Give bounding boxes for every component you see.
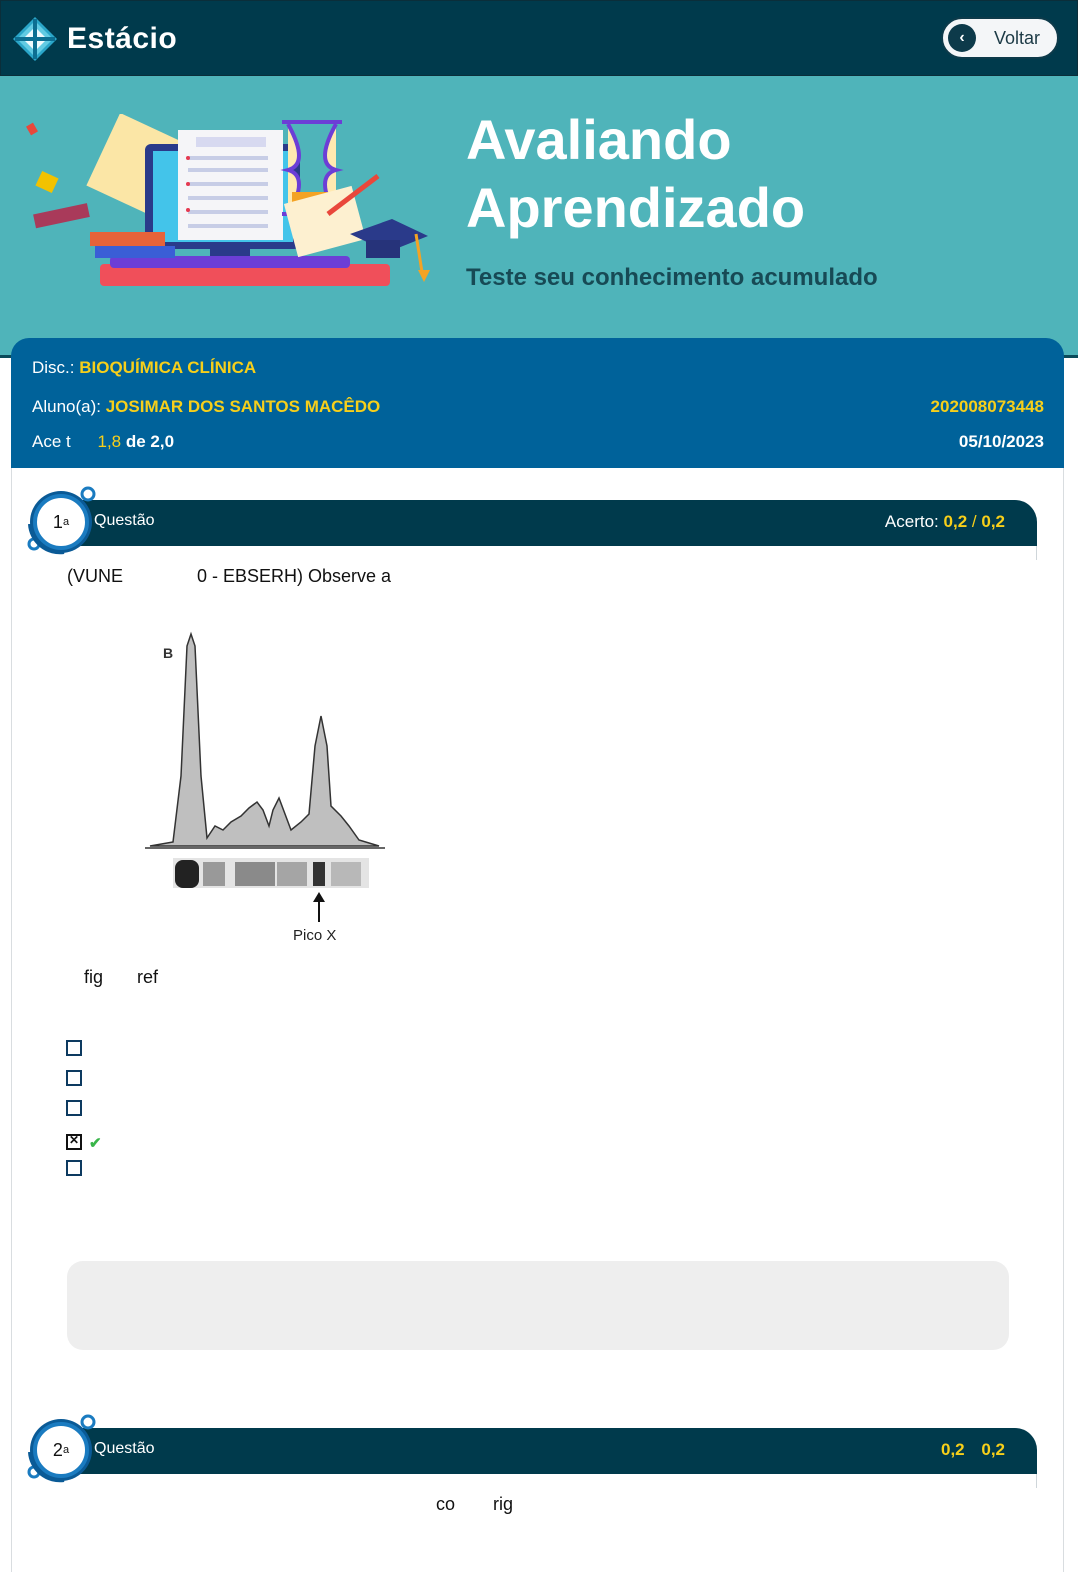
discipline-value: BIOQUÍMICA CLÍNICA — [79, 358, 257, 377]
estacio-logo[interactable] — [11, 15, 177, 63]
option-a-checkbox[interactable] — [66, 1040, 82, 1056]
question-2-label: Questão — [94, 1440, 155, 1457]
question-2-score-value: 0,2 — [940, 1440, 965, 1459]
question-2-number-badge — [33, 1422, 89, 1478]
electrophoresis-figure — [145, 626, 385, 946]
question-1-score-value: 0,2 — [943, 512, 968, 531]
figure-label-b: B — [163, 645, 174, 661]
question-1-score — [885, 512, 1005, 532]
question-1-number-badge — [33, 494, 89, 550]
question-2-text-part1: co — [436, 1494, 456, 1514]
question-1-after-text-part2: ref — [137, 967, 159, 987]
student-row — [32, 397, 380, 417]
discipline-row — [32, 358, 256, 378]
question-2-ordinal: a — [62, 1444, 70, 1456]
answer-explanation-box — [67, 1261, 1009, 1350]
question-1-score-label: Acerto: — [884, 512, 939, 531]
question-1-label: Questão — [94, 512, 155, 529]
back-button[interactable] — [941, 17, 1059, 59]
back-button-label: Voltar — [994, 27, 1041, 48]
question-2-text-part2: rig — [493, 1494, 514, 1514]
student-info-panel — [11, 338, 1064, 468]
score-label: Ace t — [32, 432, 71, 451]
question-1-text-part2: 0 - EBSERH) Observe a — [197, 566, 392, 586]
student-label: Aluno(a): — [32, 397, 101, 416]
option-c-checkbox[interactable] — [66, 1100, 82, 1116]
estacio-logo-icon — [11, 15, 59, 63]
chevron-left-icon: ‹ — [948, 24, 976, 52]
question-1-ordinal: a — [62, 516, 70, 528]
question-1-score-sep: / — [971, 512, 977, 531]
question-1-header-tail — [1036, 546, 1037, 560]
question-1-text-part1: (VUNE — [67, 566, 124, 586]
figure-label-pico-x: Pico X — [293, 927, 337, 944]
question-1-header — [44, 500, 1037, 546]
top-bar — [0, 0, 1078, 76]
question-2-header-tail — [1036, 1474, 1037, 1488]
option-d-checkbox[interactable] — [66, 1134, 82, 1150]
question-2-number: 2 — [52, 1439, 63, 1460]
hero-title-line1: Avaliando — [466, 108, 732, 171]
hero-title-line2: Aprendizado — [466, 176, 806, 239]
option-e-checkbox[interactable] — [66, 1160, 82, 1176]
option-b-checkbox[interactable] — [66, 1070, 82, 1086]
score-total: de 2,0 — [125, 432, 175, 451]
question-2-score-max: 0,2 — [981, 1440, 1005, 1459]
correct-check-icon: ✔ — [89, 1135, 102, 1152]
score-row — [32, 432, 174, 452]
hero-subtitle: Teste seu conhecimento acumulado — [466, 264, 878, 291]
student-name: JOSIMAR DOS SANTOS MACÊDO — [105, 397, 381, 416]
exam-date: 05/10/2023 — [958, 432, 1044, 451]
hero-title — [466, 106, 805, 242]
hero-banner — [0, 76, 1078, 358]
brand-name: Estácio — [67, 22, 178, 55]
discipline-label: Disc.: — [32, 358, 75, 377]
question-2-header — [44, 1428, 1037, 1474]
question-2-score — [941, 1440, 1005, 1460]
score-value: 1,8 — [97, 432, 122, 451]
question-1-number: 1 — [52, 511, 63, 532]
question-1-score-max: 0,2 — [981, 512, 1005, 531]
study-illustration — [20, 114, 440, 304]
student-id: 202008073448 — [930, 397, 1044, 416]
question-1-after-text-part1: fig — [84, 967, 104, 987]
